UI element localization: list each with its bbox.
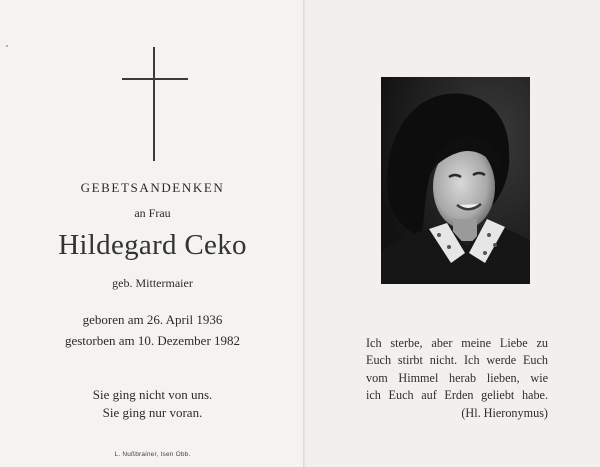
saying-line-1: Sie ging nicht von uns. — [92, 387, 213, 402]
maiden-name: geb. Mittermaier — [112, 276, 193, 290]
printer-imprint: L. Nußbrainer, Isen Obb. — [114, 451, 191, 458]
portrait-image — [381, 77, 530, 284]
death-date: gestorben am 10. Dezember 1982 — [64, 333, 241, 348]
salutation: an Frau — [134, 206, 171, 220]
saying-line-2: Sie ging nur voran. — [102, 405, 203, 420]
portrait-photo — [381, 77, 530, 284]
quote-block — [366, 335, 548, 422]
card-heading: GEBETSANDENKEN — [80, 180, 225, 195]
quote-line-2: Euch stirbt nicht. Ich werde Euch — [366, 353, 548, 368]
quote-line-3: vom Himmel herab lieben, wie — [366, 370, 548, 385]
cross-horizontal-bar — [122, 78, 188, 80]
paper-speck — [6, 45, 8, 47]
birth-date: geboren am 26. April 1936 — [82, 312, 223, 327]
quote-line-4: ich Euch auf Erden geliebt habe. — [366, 388, 548, 403]
cross-vertical-bar — [153, 47, 155, 161]
deceased-name: Hildegard Ceko — [58, 229, 247, 261]
quote-line-1: Ich sterbe, aber meine Liebe zu — [366, 336, 548, 350]
cross-icon — [122, 47, 188, 161]
quote-attribution: (Hl. Hieronymus) — [461, 405, 548, 420]
